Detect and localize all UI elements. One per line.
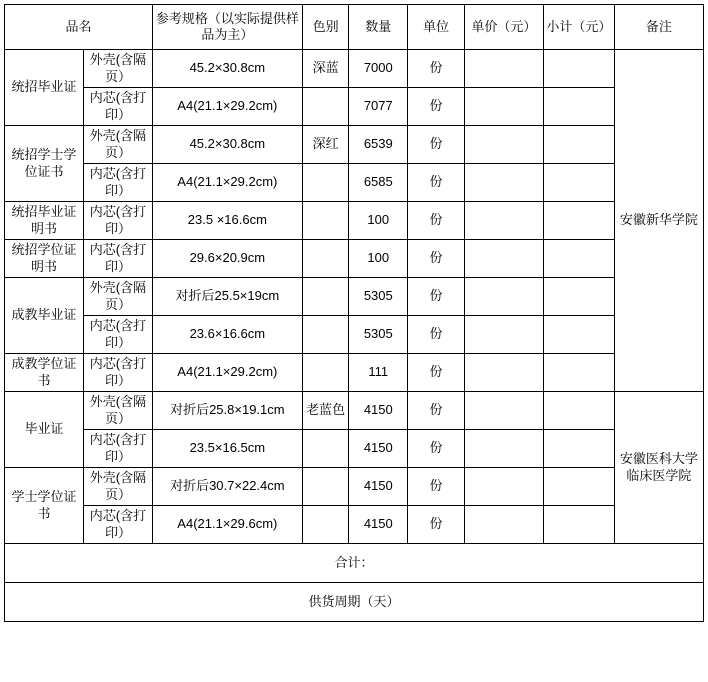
cell-part: 内芯(含打印） [84, 354, 153, 392]
table-row [5, 468, 704, 506]
cell-part: 外壳(含隔页） [84, 468, 153, 506]
cell-subtotal [543, 164, 614, 202]
cell-qty: 4150 [349, 392, 408, 430]
cell-spec: 29.6×20.9cm [152, 240, 302, 278]
table-row [5, 392, 704, 430]
cell-color: 老蓝色 [302, 392, 349, 430]
cell-price [464, 240, 543, 278]
cell-part: 外壳(含隔页） [84, 50, 153, 88]
cell-unit: 份 [408, 316, 465, 354]
cell-unit: 份 [408, 430, 465, 468]
cell-price [464, 354, 543, 392]
cell-spec: 23.5 ×16.6cm [152, 202, 302, 240]
cell-remark-group-1: 安徽新华学院 [614, 50, 703, 392]
cell-color [302, 430, 349, 468]
table-row [5, 240, 704, 278]
cell-unit: 份 [408, 88, 465, 126]
header-spec: 参考规格（以实际提供样品为主） [152, 5, 302, 50]
table-row [5, 354, 704, 392]
cell-remark-group-2: 安徽医科大学临床医学院 [614, 392, 703, 544]
cell-subtotal [543, 126, 614, 164]
header-qty: 数量 [349, 5, 408, 50]
cell-qty: 100 [349, 202, 408, 240]
cell-name: 统招毕业证 [5, 50, 84, 126]
table-row [5, 50, 704, 88]
cell-color [302, 278, 349, 316]
cell-qty: 4150 [349, 468, 408, 506]
cell-qty: 100 [349, 240, 408, 278]
cell-subtotal [543, 392, 614, 430]
cell-price [464, 392, 543, 430]
table-row [5, 202, 704, 240]
table-row [5, 88, 704, 126]
cell-name: 统招毕业证明书 [5, 202, 84, 240]
cell-qty: 6539 [349, 126, 408, 164]
header-color: 色别 [302, 5, 349, 50]
cell-qty: 111 [349, 354, 408, 392]
cell-spec: A4(21.1×29.2cm) [152, 164, 302, 202]
cell-spec: 对折后30.7×22.4cm [152, 468, 302, 506]
cell-unit: 份 [408, 278, 465, 316]
cell-spec: 对折后25.8×19.1cm [152, 392, 302, 430]
header-subtotal: 小计（元） [543, 5, 614, 50]
header-remark: 备注 [614, 5, 703, 50]
cell-qty: 5305 [349, 278, 408, 316]
cell-subtotal [543, 50, 614, 88]
cell-price [464, 164, 543, 202]
cell-price [464, 50, 543, 88]
cell-qty: 6585 [349, 164, 408, 202]
cell-price [464, 278, 543, 316]
table-header-row [5, 5, 704, 50]
cell-color [302, 88, 349, 126]
cell-price [464, 316, 543, 354]
cell-color [302, 316, 349, 354]
cell-name: 毕业证 [5, 392, 84, 468]
cell-spec: A4(21.1×29.2cm) [152, 88, 302, 126]
table-row [5, 278, 704, 316]
lead-time-row [5, 583, 704, 622]
cell-spec: 45.2×30.8cm [152, 50, 302, 88]
cell-color [302, 240, 349, 278]
cell-subtotal [543, 240, 614, 278]
cell-spec: 23.6×16.6cm [152, 316, 302, 354]
cell-unit: 份 [408, 202, 465, 240]
cell-unit: 份 [408, 126, 465, 164]
cell-color [302, 506, 349, 544]
cell-price [464, 126, 543, 164]
cell-spec: A4(21.1×29.6cm) [152, 506, 302, 544]
cell-subtotal [543, 88, 614, 126]
cell-price [464, 506, 543, 544]
cell-subtotal [543, 202, 614, 240]
cell-part: 内芯(含打印） [84, 316, 153, 354]
cell-subtotal [543, 316, 614, 354]
cell-color [302, 468, 349, 506]
table-row [5, 316, 704, 354]
cell-qty: 4150 [349, 506, 408, 544]
cell-subtotal [543, 430, 614, 468]
cell-part: 内芯(含打印） [84, 430, 153, 468]
header-price: 单价（元） [464, 5, 543, 50]
cell-name: 统招学位证明书 [5, 240, 84, 278]
table-row [5, 506, 704, 544]
cell-qty: 7077 [349, 88, 408, 126]
cell-part: 内芯(含打印） [84, 164, 153, 202]
cell-part: 内芯(含打印） [84, 240, 153, 278]
cell-name: 成教学位证书 [5, 354, 84, 392]
header-unit: 单位 [408, 5, 465, 50]
procurement-spec-table [4, 4, 704, 622]
cell-price [464, 430, 543, 468]
cell-subtotal [543, 354, 614, 392]
cell-unit: 份 [408, 240, 465, 278]
cell-subtotal [543, 278, 614, 316]
cell-unit: 份 [408, 164, 465, 202]
cell-unit: 份 [408, 392, 465, 430]
cell-price [464, 468, 543, 506]
cell-part: 内芯(含打印） [84, 202, 153, 240]
cell-part: 外壳(含隔页） [84, 126, 153, 164]
cell-subtotal [543, 468, 614, 506]
cell-qty: 5305 [349, 316, 408, 354]
cell-price [464, 88, 543, 126]
cell-name: 统招学士学位证书 [5, 126, 84, 202]
cell-unit: 份 [408, 50, 465, 88]
cell-name: 成教毕业证 [5, 278, 84, 354]
cell-part: 内芯(含打印） [84, 506, 153, 544]
cell-unit: 份 [408, 354, 465, 392]
cell-color [302, 354, 349, 392]
cell-subtotal [543, 506, 614, 544]
cell-unit: 份 [408, 506, 465, 544]
header-name: 品名 [5, 5, 153, 50]
cell-color: 深红 [302, 126, 349, 164]
cell-color: 深蓝 [302, 50, 349, 88]
cell-spec: A4(21.1×29.2cm) [152, 354, 302, 392]
cell-spec: 23.5×16.5cm [152, 430, 302, 468]
cell-part: 外壳(含隔页） [84, 278, 153, 316]
lead-time-label: 供货周期（天） [5, 583, 704, 622]
cell-color [302, 202, 349, 240]
table-row [5, 126, 704, 164]
cell-color [302, 164, 349, 202]
cell-price [464, 202, 543, 240]
cell-spec: 对折后25.5×19cm [152, 278, 302, 316]
table-row [5, 164, 704, 202]
cell-qty: 4150 [349, 430, 408, 468]
table-row [5, 430, 704, 468]
cell-spec: 45.2×30.8cm [152, 126, 302, 164]
cell-qty: 7000 [349, 50, 408, 88]
total-label: 合计： [5, 544, 704, 583]
cell-name: 学士学位证书 [5, 468, 84, 544]
cell-unit: 份 [408, 468, 465, 506]
cell-part: 内芯(含打印） [84, 88, 153, 126]
total-row [5, 544, 704, 583]
cell-part: 外壳(含隔页） [84, 392, 153, 430]
